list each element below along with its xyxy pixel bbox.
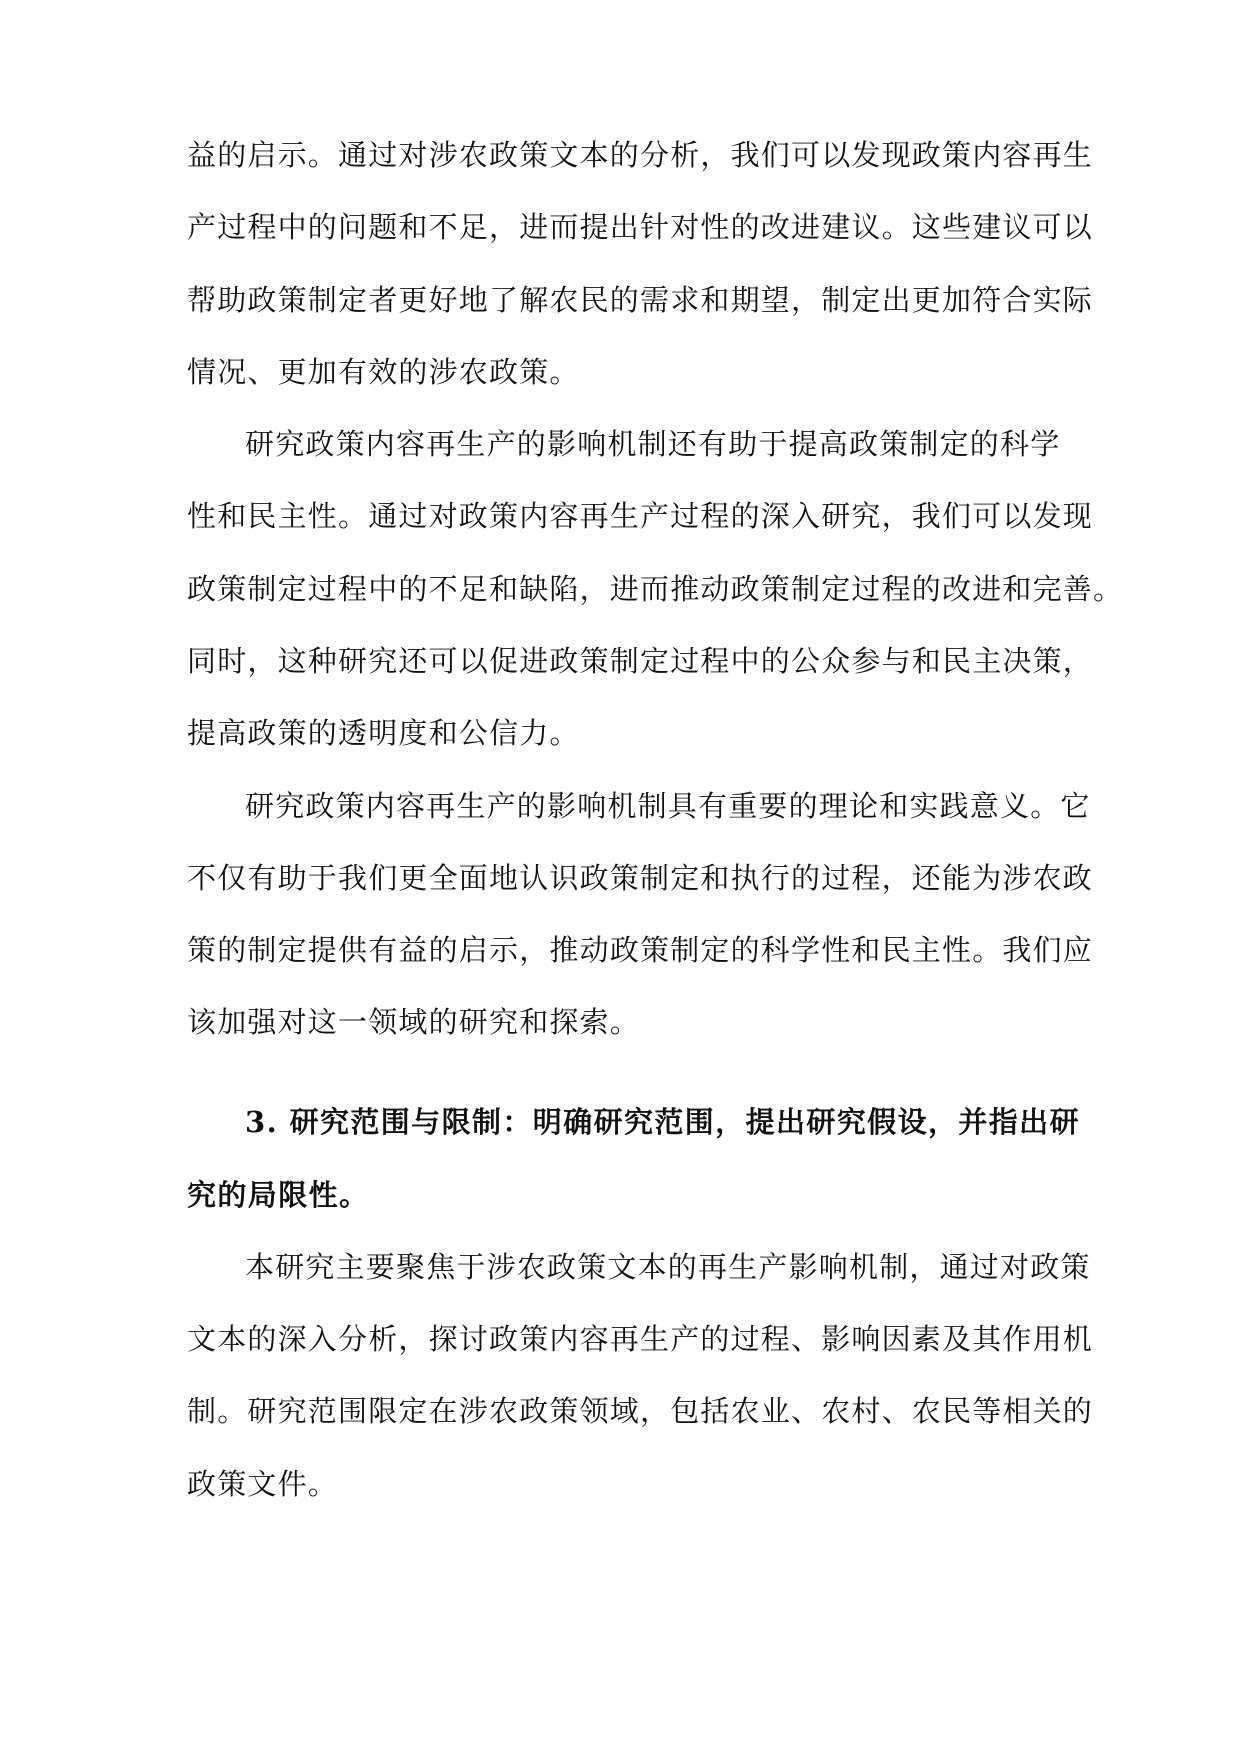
final-paragraph-line-3: 制。研究范围限定在涉农政策领域，包括农业、农村、农民等相关的 [187, 1394, 1094, 1428]
section-heading-line-2: 究的局限性。 [187, 1178, 370, 1212]
paragraph-3-line-1: 研究政策内容再生产的影响机制具有重要的理论和实践意义。它 [245, 789, 1091, 823]
paragraph-3-line-4: 该加强对这一领域的研究和探索。 [187, 1005, 641, 1039]
paragraph-2-line-3: 政策制定过程中的不足和缺陷，进而推动政策制定过程的改进和完善。 [187, 572, 1124, 606]
section-heading-line-1: 3. 研究范围与限制：明确研究范围，提出研究假设，并指出研 [245, 1105, 1080, 1139]
paragraph-2-line-1: 研究政策内容再生产的影响机制还有助于提高政策制定的科学 [245, 427, 1061, 461]
paragraph-1-line-2: 产过程中的问题和不足，进而提出针对性的改进建议。这些建议可以 [187, 210, 1094, 244]
paragraph-1-line-3: 帮助政策制定者更好地了解农民的需求和期望，制定出更加符合实际 [187, 283, 1094, 317]
paragraph-1-line-4: 情况、更加有效的涉农政策。 [187, 355, 580, 389]
paragraph-2-line-5: 提高政策的透明度和公信力。 [187, 716, 580, 750]
final-paragraph-line-4: 政策文件。 [187, 1467, 339, 1501]
paragraph-2-line-2: 性和民主性。通过对政策内容再生产过程的深入研究，我们可以发现 [187, 499, 1094, 533]
final-paragraph-line-1: 本研究主要聚焦于涉农政策文本的再生产影响机制，通过对政策 [245, 1250, 1091, 1284]
paragraph-3-line-2: 不仅有助于我们更全面地认识政策制定和执行的过程，还能为涉农政 [187, 861, 1094, 895]
final-paragraph-line-2: 文本的深入分析，探讨政策内容再生产的过程、影响因素及其作用机 [187, 1322, 1094, 1356]
paragraph-1-line-1: 益的启示。通过对涉农政策文本的分析，我们可以发现政策内容再生 [187, 138, 1094, 172]
paragraph-3-line-3: 策的制定提供有益的启示，推动政策制定的科学性和民主性。我们应 [187, 933, 1094, 967]
paragraph-2-line-4: 同时，这种研究还可以促进政策制定过程中的公众参与和民主决策， [187, 644, 1094, 678]
